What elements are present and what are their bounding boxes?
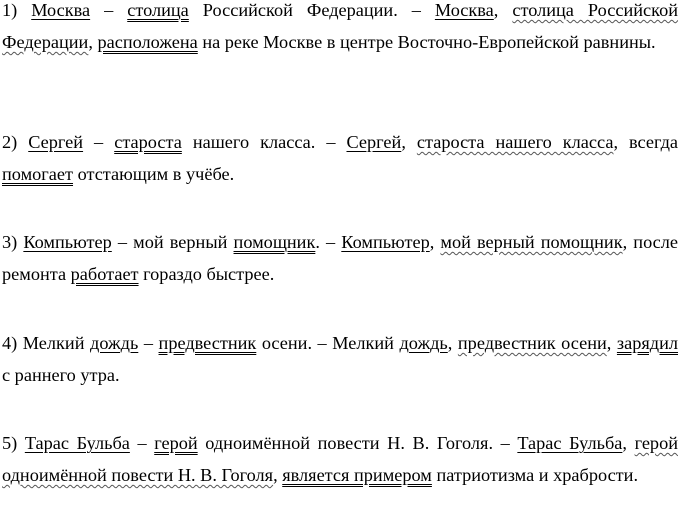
text-segment: , [88,32,98,52]
paragraph-3 [2,226,678,290]
text-segment: – [90,0,128,20]
predicate-word: предвестник [158,333,257,353]
text-segment: осени. – Мелкий [256,333,400,353]
text-segment: , всегда [613,132,679,152]
subject-word: Сергей [28,132,84,152]
text-segment: 3) [2,232,24,252]
text-segment: , [606,333,617,353]
text-segment: , [622,433,635,453]
text-segment: , после ремонта [2,232,679,284]
appositive-phrase: столица Российской Федерации [2,0,679,52]
appositive-phrase: герой одноимённой повести Н. В. Гоголя [2,433,678,485]
paragraph-4 [2,327,678,391]
subject-word: Компьютер [341,232,430,252]
subject-word: Москва [31,0,91,20]
text-segment: , [447,333,458,353]
predicate-word: помощник [233,232,316,252]
text-segment: – мой верный [111,232,234,252]
text-segment: нашего класса. – [181,132,347,152]
text-segment: Российской Федерации. – [188,0,435,20]
subject-word: Москва [434,0,494,20]
predicate-word: герой [154,433,198,453]
text-segment: , [401,132,417,152]
text-segment: 5) [2,433,25,453]
text-segment: патриотизма и храбрости. [431,465,639,485]
paragraph-2 [2,126,678,190]
paragraph-5 [2,427,678,491]
text-segment: , [273,465,283,485]
subject-word: дождь [90,333,139,353]
predicate-word: расположена [97,32,198,52]
predicate-word: староста [114,132,182,152]
subject-word: Тарас Бульба [24,433,130,453]
predicate-word: столица [127,0,189,20]
text-segment: 2) [2,132,29,152]
text-segment: , [493,0,513,20]
subject-word: Тарас Бульба [517,433,623,453]
text-segment: одноимённой повести Н. В. Гоголя. – [197,433,518,453]
text-segment: на реке Москве в центре Восточно-Европейской равнины. [197,32,656,52]
text-segment: . – [315,232,342,252]
text-segment: 4) Мелкий [2,333,91,353]
appositive-phrase: староста нашего класса [416,132,614,152]
appositive-phrase: мой верный помощник [440,232,623,252]
text-segment: 1) [2,0,32,20]
text-segment: – [129,433,155,453]
text-segment: гораздо быстрее. [138,264,275,284]
text-segment: с раннего утра. [2,365,120,385]
paragraph-1 [2,0,678,58]
predicate-word: является примером [282,465,432,485]
predicate-word: помогает [2,164,74,184]
subject-word: дождь [399,333,448,353]
text-segment: отстающим в учёбе. [73,164,235,184]
predicate-word: работает [70,264,139,284]
predicate-word: зарядил [616,333,679,353]
text-segment: – [83,132,115,152]
text-segment: – [138,333,159,353]
subject-word: Компьютер [23,232,112,252]
subject-word: Сергей [346,132,402,152]
text-segment: , [429,232,441,252]
appositive-phrase: предвестник осени [457,333,607,353]
